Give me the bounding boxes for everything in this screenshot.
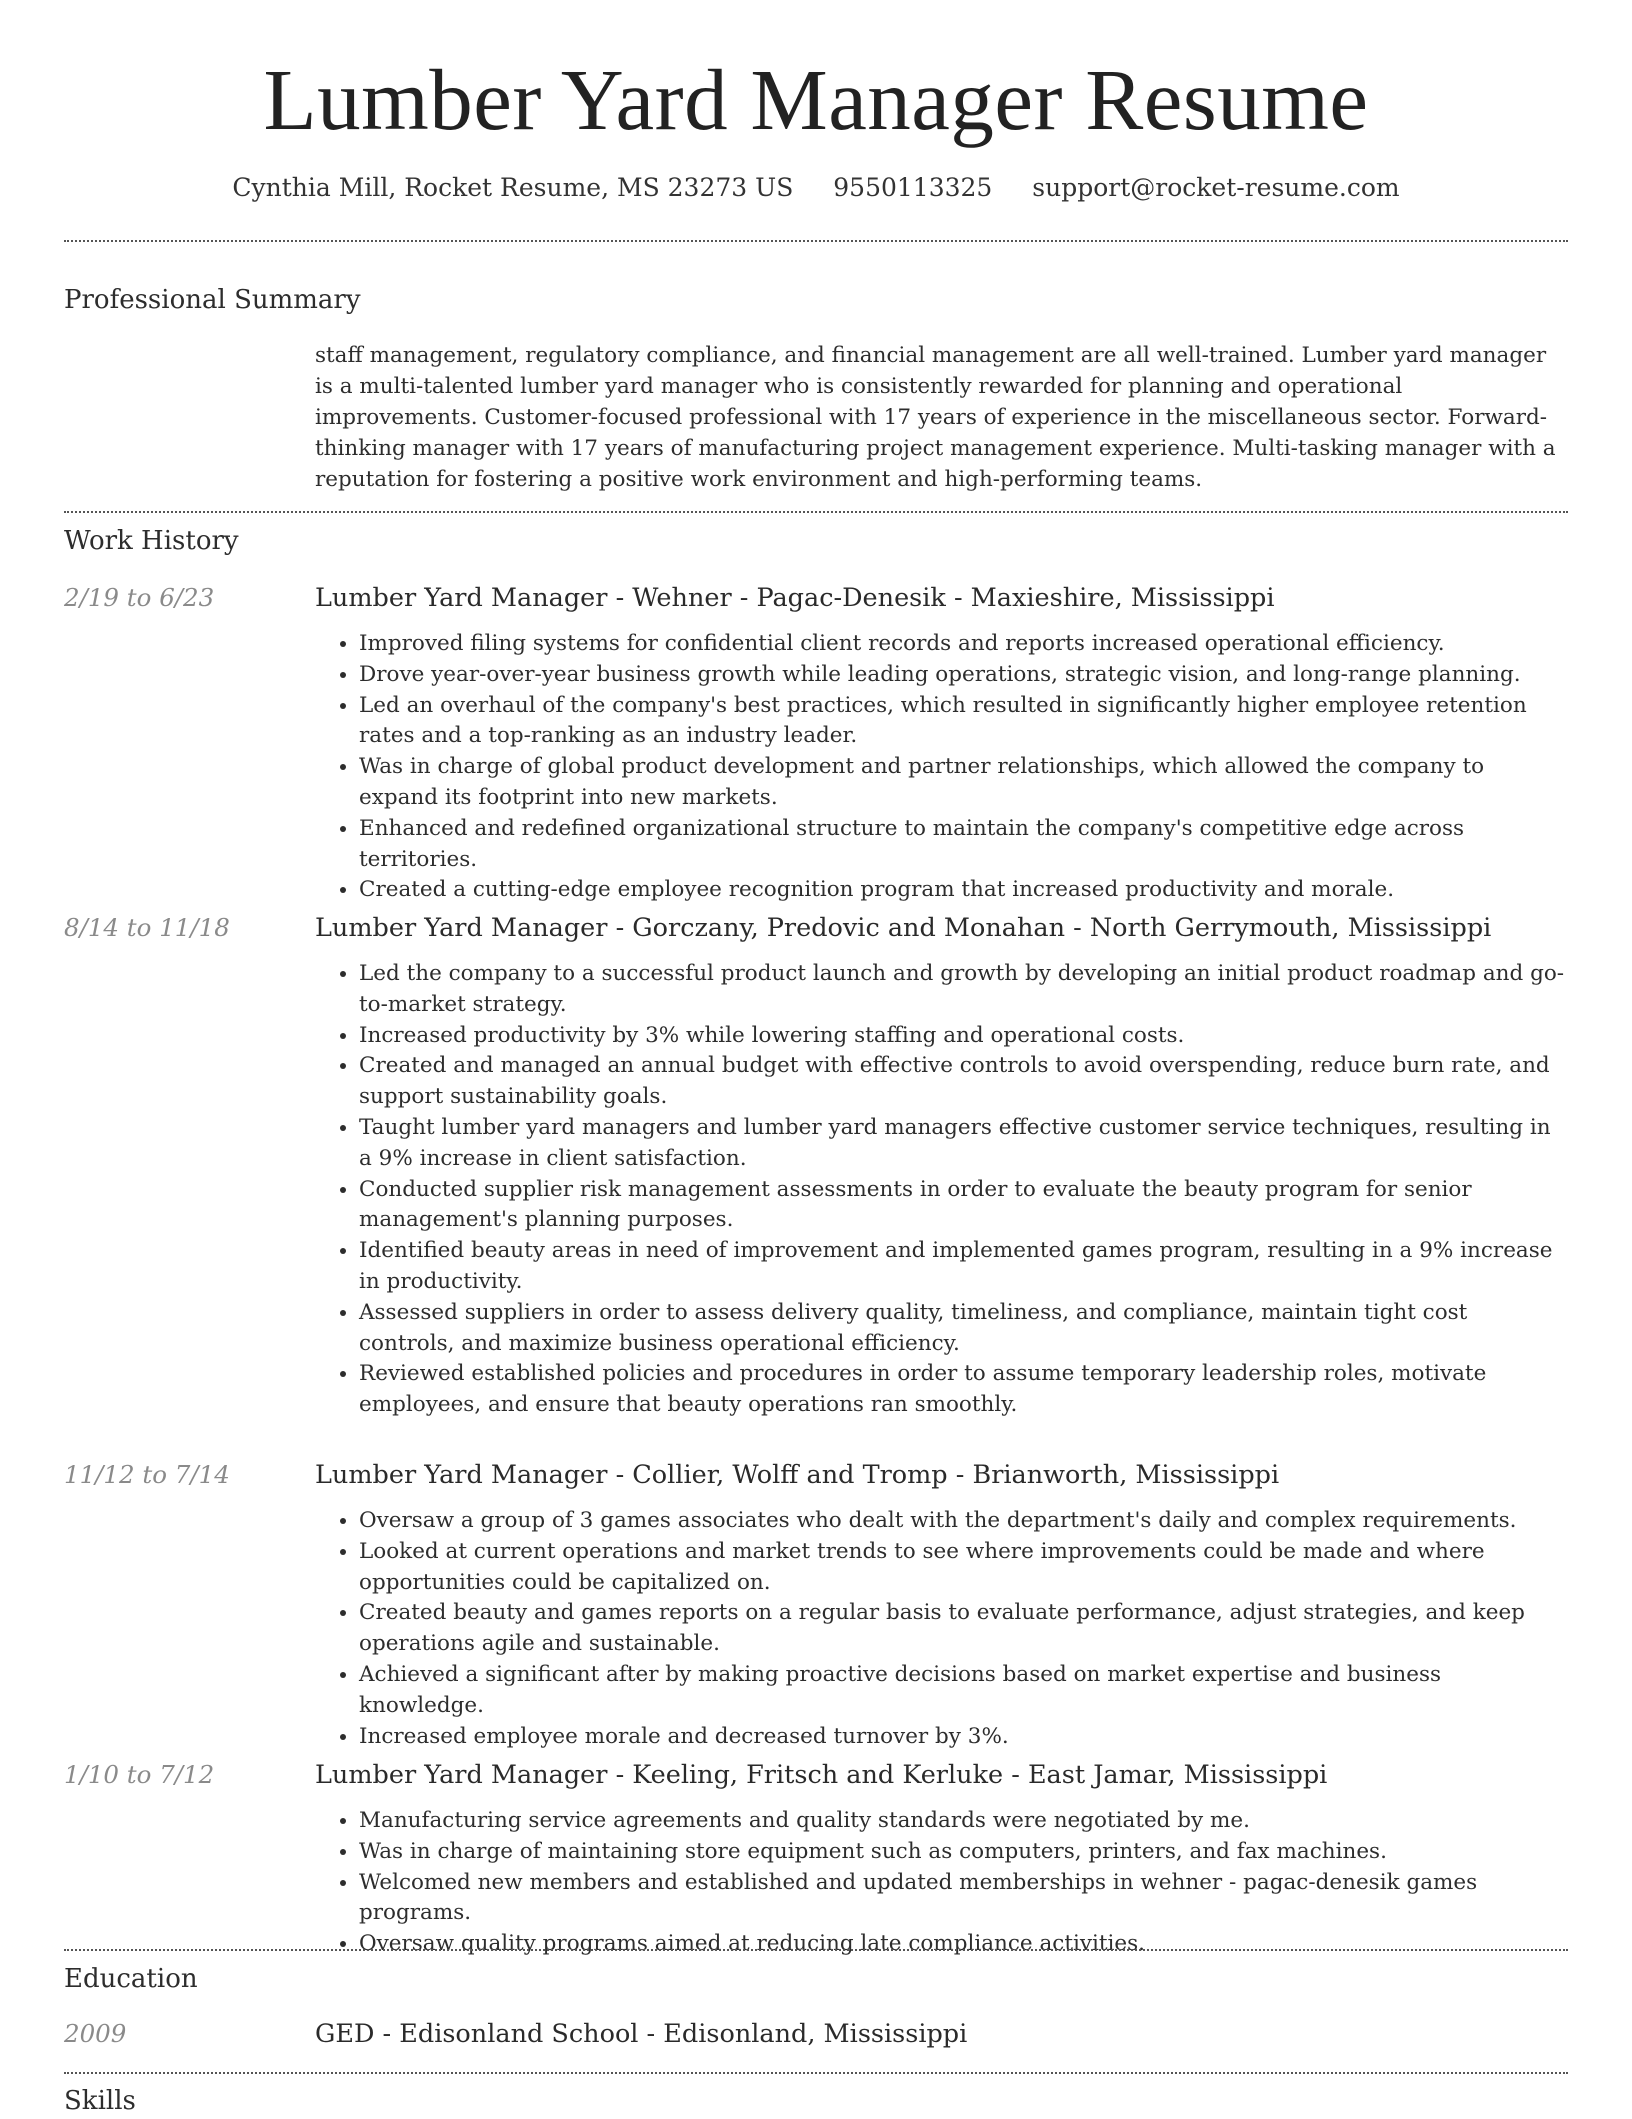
work-history-heading: Work History	[64, 526, 239, 556]
job-bullet: • Drove year-over-year business growth while leading operations, strategic vision, and long-range planning.	[359, 660, 1565, 691]
section-divider	[64, 511, 1568, 513]
contact-address: Cynthia Mill, Rocket Resume, MS 23273 US	[232, 173, 794, 202]
job-bullet: • Taught lumber yard managers and lumber yard managers effective customer service techniques, resulting in a 9% increase in client satisfaction.	[359, 1113, 1565, 1175]
job-bullet: • Conducted supplier risk management assessments in order to evaluate the beauty program for senior management's planning purposes.	[359, 1175, 1565, 1237]
contact-phone: 9550113325	[833, 173, 993, 202]
education-title: GED - Edisonland School - Edisonland, Mississippi	[315, 2019, 968, 2049]
job-bullets	[315, 1806, 1565, 1960]
contact-email: support@rocket-resume.com	[1032, 173, 1400, 202]
job-bullet: • Reviewed established policies and procedures in order to assume temporary leadership roles, motivate employees, and ensure that beauty operations ran smoothly.	[359, 1359, 1565, 1421]
job-bullet: • Manufacturing service agreements and quality standards were negotiated by me.	[359, 1806, 1565, 1837]
summary-text: staff management, regulatory compliance, and financial management are all well-trained. Lumber yard manager is a multi-talented lumber yard manager who is consistently rewarded for planning and operational improvements. Customer-focused professional with 17 years of experience in the miscellaneous sector. Forward-thinking manager with 17 years of manufacturing project management experience. Multi-tasking manager with a reputation for fostering a positive work environment and high-performing teams.	[315, 343, 1556, 492]
job-bullet: • Increased employee morale and decreased turnover by 3%.	[359, 1722, 1565, 1753]
job-bullet: • Oversaw a group of 3 games associates who dealt with the department's daily and complex requirements.	[359, 1506, 1565, 1537]
job-dates: 2/19 to 6/23	[64, 583, 215, 612]
job-bullets	[315, 959, 1565, 1421]
job-bullets	[315, 1506, 1565, 1752]
skills-heading: Skills	[64, 2086, 136, 2116]
section-divider	[64, 1949, 1568, 1951]
job-bullet: • Oversaw quality programs aimed at reducing late compliance activities.	[359, 1929, 1565, 1960]
job-bullet: • Created and managed an annual budget with effective controls to avoid overspending, reduce burn rate, and support sustainability goals.	[359, 1051, 1565, 1113]
job-title: Lumber Yard Manager - Keeling, Fritsch and Kerluke - East Jamar, Mississippi	[315, 1760, 1328, 1790]
job-bullet: • Looked at current operations and market trends to see where improvements could be made and where opportunities could be capitalized on.	[359, 1537, 1565, 1599]
job-bullets	[315, 629, 1565, 906]
job-bullet: • Increased productivity by 3% while lowering staffing and operational costs.	[359, 1021, 1565, 1052]
job-bullet: • Improved filing systems for confidential client records and reports increased operational efficiency.	[359, 629, 1565, 660]
job-bullet: • Achieved a significant after by making proactive decisions based on market expertise and business knowledge.	[359, 1660, 1565, 1722]
job-dates: 8/14 to 11/18	[64, 913, 230, 942]
job-bullet: • Led an overhaul of the company's best practices, which resulted in significantly higher employee retention rates and a top-ranking as an industry leader.	[359, 691, 1565, 753]
job-bullet: • Identified beauty areas in need of improvement and implemented games program, resulting in a 9% increase in productivity.	[359, 1236, 1565, 1298]
job-bullet: • Led the company to a successful product launch and growth by developing an initial product roadmap and go-to-market strategy.	[359, 959, 1565, 1021]
job-title: Lumber Yard Manager - Gorczany, Predovic and Monahan - North Gerrymouth, Mississippi	[315, 913, 1492, 943]
job-bullet: • Enhanced and redefined organizational structure to maintain the company's competitive edge across territories.	[359, 814, 1565, 876]
job-bullet: • Was in charge of maintaining store equipment such as computers, printers, and fax machines.	[359, 1837, 1565, 1868]
summary-heading: Professional Summary	[64, 285, 361, 315]
job-dates: 11/12 to 7/14	[64, 1460, 230, 1489]
job-title: Lumber Yard Manager - Wehner - Pagac-Denesik - Maxieshire, Mississippi	[315, 583, 1275, 613]
section-divider	[64, 240, 1568, 242]
education-dates: 2009	[64, 2019, 127, 2048]
education-heading: Education	[64, 1964, 198, 1994]
job-bullet: • Welcomed new members and established and updated memberships in wehner - pagac-denesik games programs.	[359, 1868, 1565, 1930]
job-bullet: • Assessed suppliers in order to assess delivery quality, timeliness, and compliance, maintain tight cost controls, and maximize business operational efficiency.	[359, 1298, 1565, 1360]
job-bullet: • Created beauty and games reports on a regular basis to evaluate performance, adjust strategies, and keep operations agile and sustainable.	[359, 1598, 1565, 1660]
job-dates: 1/10 to 7/12	[64, 1760, 215, 1789]
job-title: Lumber Yard Manager - Collier, Wolff and Tromp - Brianworth, Mississippi	[315, 1460, 1280, 1490]
section-divider	[64, 2072, 1568, 2074]
job-bullet: • Was in charge of global product development and partner relationships, which allowed the company to expand its footprint into new markets.	[359, 752, 1565, 814]
resume-title: Lumber Yard Manager Resume	[263, 51, 1369, 148]
job-bullet: • Created a cutting-edge employee recognition program that increased productivity and morale.	[359, 875, 1565, 906]
contact-line	[64, 170, 1568, 206]
